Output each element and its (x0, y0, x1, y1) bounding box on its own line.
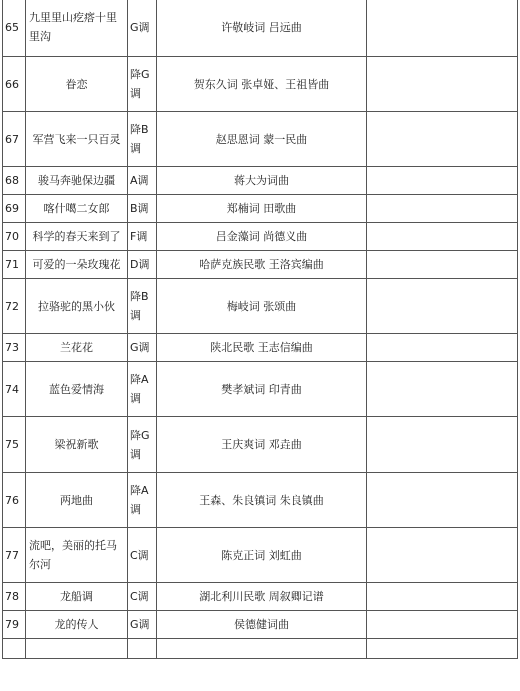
song-key: 降A调 (128, 362, 157, 417)
song-note (367, 639, 518, 659)
song-key: 降B调 (128, 112, 157, 167)
song-title: 九里里山疙瘩十里里沟 (26, 0, 128, 57)
song-note (367, 473, 518, 528)
table-row (3, 223, 518, 251)
song-note (367, 57, 518, 112)
table-row (3, 167, 518, 195)
table-row (3, 112, 518, 167)
table-row (3, 251, 518, 279)
song-note (367, 611, 518, 639)
song-key: G调 (128, 611, 157, 639)
song-number: 67 (3, 112, 26, 167)
song-note (367, 0, 518, 57)
song-table (2, 0, 518, 659)
song-note (367, 417, 518, 473)
song-credits: 梅岐词 张颂曲 (157, 279, 367, 334)
song-number: 75 (3, 417, 26, 473)
song-credits: 陕北民歌 王志信编曲 (157, 334, 367, 362)
song-key: D调 (128, 251, 157, 279)
song-title: 眷恋 (26, 57, 128, 112)
song-note (367, 528, 518, 583)
song-number: 69 (3, 195, 26, 223)
song-title: 科学的春天来到了 (26, 223, 128, 251)
song-number: 73 (3, 334, 26, 362)
song-key (128, 639, 157, 659)
song-key: A调 (128, 167, 157, 195)
table-row (3, 528, 518, 583)
song-credits: 许敬岐词 吕远曲 (157, 0, 367, 57)
song-key: G调 (128, 334, 157, 362)
song-key: 降A调 (128, 473, 157, 528)
song-note (367, 195, 518, 223)
song-title: 两地曲 (26, 473, 128, 528)
song-key: 降G调 (128, 417, 157, 473)
song-credits: 哈萨克族民歌 王洛宾编曲 (157, 251, 367, 279)
song-note (367, 334, 518, 362)
song-title: 梁祝新歌 (26, 417, 128, 473)
song-title: 蓝色爱情海 (26, 362, 128, 417)
song-note (367, 251, 518, 279)
song-number: 79 (3, 611, 26, 639)
song-title: 喀什噶二女郎 (26, 195, 128, 223)
table-row (3, 611, 518, 639)
table-row (3, 57, 518, 112)
song-credits: 樊孝斌词 印青曲 (157, 362, 367, 417)
song-title: 兰花花 (26, 334, 128, 362)
song-key: F调 (128, 223, 157, 251)
song-credits: 侯德健词曲 (157, 611, 367, 639)
song-number: 70 (3, 223, 26, 251)
song-credits: 王森、朱良镇词 朱良镇曲 (157, 473, 367, 528)
song-title (26, 639, 128, 659)
table-row (3, 583, 518, 611)
song-number: 78 (3, 583, 26, 611)
song-number: 76 (3, 473, 26, 528)
song-note (367, 112, 518, 167)
song-title: 拉骆驼的黑小伙 (26, 279, 128, 334)
song-number: 71 (3, 251, 26, 279)
song-note (367, 223, 518, 251)
song-credits: 郑楠词 田歌曲 (157, 195, 367, 223)
song-number (3, 639, 26, 659)
song-key: 降G调 (128, 57, 157, 112)
song-title: 流吧，美丽的托马尔河 (26, 528, 128, 583)
song-number: 72 (3, 279, 26, 334)
table-row (3, 279, 518, 334)
song-key: 降B调 (128, 279, 157, 334)
song-title: 可爱的一朵玫瑰花 (26, 251, 128, 279)
table-row (3, 0, 518, 57)
song-number: 65 (3, 0, 26, 57)
table-row (3, 417, 518, 473)
song-credits (157, 639, 367, 659)
song-number: 68 (3, 167, 26, 195)
song-credits: 吕金藻词 尚德义曲 (157, 223, 367, 251)
table-row (3, 362, 518, 417)
song-number: 74 (3, 362, 26, 417)
song-credits: 赵思恩词 蒙一民曲 (157, 112, 367, 167)
song-key: B调 (128, 195, 157, 223)
table-row (3, 195, 518, 223)
song-title: 军营飞来一只百灵 (26, 112, 128, 167)
song-note (367, 279, 518, 334)
song-credits: 王庆爽词 邓垚曲 (157, 417, 367, 473)
song-note (367, 362, 518, 417)
song-title: 龙的传人 (26, 611, 128, 639)
song-title: 龙船调 (26, 583, 128, 611)
song-note (367, 167, 518, 195)
song-key: C调 (128, 583, 157, 611)
song-credits: 湖北利川民歌 周叙卿记谱 (157, 583, 367, 611)
table-row (3, 334, 518, 362)
song-credits: 贺东久词 张卓娅、王祖皆曲 (157, 57, 367, 112)
song-credits: 蒋大为词曲 (157, 167, 367, 195)
song-number: 77 (3, 528, 26, 583)
song-title: 骏马奔驰保边疆 (26, 167, 128, 195)
song-key: C调 (128, 528, 157, 583)
song-note (367, 583, 518, 611)
table-row (3, 473, 518, 528)
song-key: G调 (128, 0, 157, 57)
song-number: 66 (3, 57, 26, 112)
song-credits: 陈克正词 刘虹曲 (157, 528, 367, 583)
table-row (3, 639, 518, 659)
